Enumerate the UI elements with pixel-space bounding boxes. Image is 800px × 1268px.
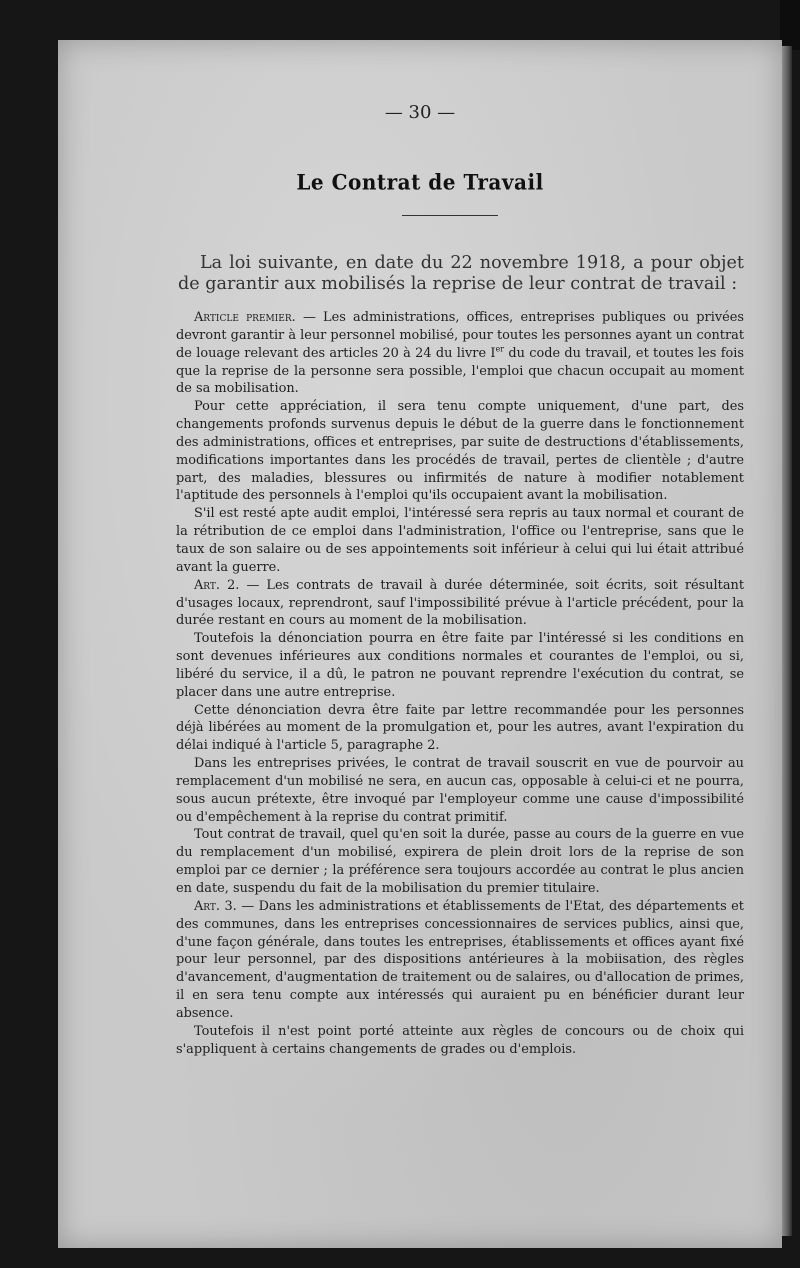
article-2-text: — Les contrats de travail à durée déterminée, soit écrits, soit résultant d'usages locaux, reprendront, sauf l'impossibilité prévue à l'article précédent, pour la durée restant en cours au moment de la mobilisation. [176,577,744,629]
intro-paragraph: La loi suivante, en date du 22 novembre 1918, a pour objet de garantir aux mobilisés la reprise de leur contrat de travail : [178,253,744,294]
page-title: Le Contrat de Travail [296,169,544,195]
page-edge [782,46,792,1236]
binding-edge [780,0,800,50]
title-divider [402,215,498,216]
article-3-label: Art. 3. [194,898,237,914]
page-number: — 30 — [384,102,456,123]
article-1-label: Article premier. [194,310,296,325]
article-1-paragraph-1 [176,309,744,398]
article-3-paragraph-2: Toutefois il n'est point porté atteinte aux règles de concours ou de choix qui s'appliquent à certains changements de grades ou d'emplois. [176,1023,744,1057]
law-text [176,309,744,1058]
article-1-paragraph-2: Pour cette appréciation, il sera tenu compte uniquement, d'une part, des changements profonds survenus depuis le début de la guerre dans le fonctionnement des administrations, offices et entreprises, par suite de destructions d'établissements, modifications importantes dans les procédés de travail, pertes de clientèle ; d'autre part, des maladies, blessures ou infirmités de nature à modifier notablement l'aptitude des personnels à l'emploi qu'ils occupaient avant la mobilisation. [176,399,744,504]
article-1-text-2: du code du travail, et toutes les fois que la reprise de la personne sera possible, l'emploi que chacun occupait au moment de sa mobilisation. [176,345,744,397]
article-2-paragraph-1 [176,577,744,631]
article-3-paragraph-1 [176,898,744,1023]
article-2-paragraph-3: Cette dénonciation devra être faite par lettre recommandée pour les personnes déjà libérées au moment de la promulgation et, pour les autres, avant l'expiration du délai indiqué à l'article 5, paragraphe 2. [176,702,744,754]
article-1-superscript: er [495,344,505,354]
article-2-paragraph-2: Toutefois la dénonciation pourra en être faite par l'intéressé si les conditions en sont devenues inférieures aux conditions normales et courantes de l'emploi, ou si, libéré du service, il a dû, le patron ne pouvant reprendre l'exécution du contrat, se placer dans une autre entreprise. [176,631,744,700]
article-2-label: Art. 2. [194,577,240,593]
article-1-paragraph-3: S'il est resté apte audit emploi, l'intéressé sera repris au taux normal et courant de la rétribution de ce emploi dans l'administration, l'office ou l'entreprise, sans que le taux de son salaire ou de ses appointements soit inférieur à celui qui lui était attribué avant la guerre. [176,506,744,575]
article-3-text: — Dans les administrations et établissements de l'Etat, des départements et des communes, dans les entreprises concessionnaires de services publics, ainsi que, d'une façon générale, dans toutes les entreprises, établissements et offices ayant fixé pour leur personnel, par des dispositions antérieures à la mobiisation, des règles d'avancement, d'augmentation de traitement ou de salaires, ou d'allocation de primes, il en sera tenu compte aux intéressés qui auraient pu en bénéficier durant leur absence. [176,898,744,1021]
article-1-text-1: — Les administrations, offices, entreprises publiques ou privées devront garantir à leur personnel mobilisé, pour toutes les personnes ayant un contrat de louage relevant des articles 20 à 24 du livre I [176,310,744,361]
article-2-paragraph-4: Dans les entreprises privées, le contrat de travail souscrit en vue de pourvoir au remplacement d'un mobilisé ne sera, en aucun cas, opposable à celui-ci et ne pourra, sous aucun prétexte, être invoqué par l'employeur comme une cause d'impossibilité ou d'empêchement à la reprise du contrat primitif. [176,756,744,825]
article-2-paragraph-5: Tout contrat de travail, quel qu'en soit la durée, passe au cours de la guerre en vue du remplacement d'un mobilisé, expirera de plein droit lors de la reprise de son emploi par ce dernier ; la préférence sera toujours accordée au contrat le plus ancien en date, suspendu du fait de la mobilisation du premier titulaire. [176,827,744,896]
